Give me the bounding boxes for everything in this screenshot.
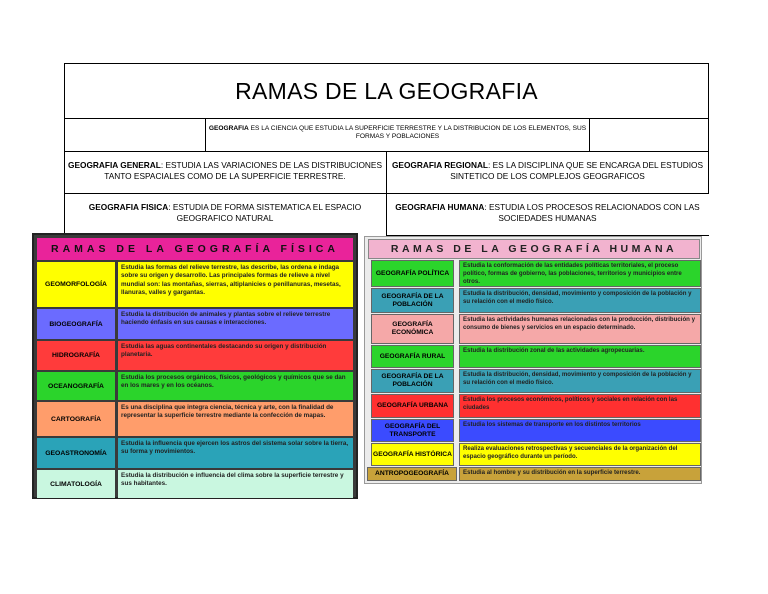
fisica-row-desc: Estudia las formas del relieve terrestre, las describe, las ordena e indaga sobre su origen y desarrollo. Las principales formas de relieve a nivel mundial son: las montañas, sierras, altiplanicies o penillanuras, mesetas, llanuras, valles y gargantas.	[118, 262, 353, 307]
humana-row	[371, 369, 701, 393]
humana-row	[371, 314, 701, 344]
humana-row-desc: Estudia los procesos económicos, políticos y sociales en relación con las ciudades	[459, 394, 701, 418]
cell-humana	[386, 202, 709, 224]
humana-row-label: GEOGRAFÍA POLÍTICA	[371, 260, 454, 287]
cell-general-text: : ESTUDIA LAS VARIACIONES DE LAS DISTRIBUCIONES TANTO ESPACIALES COMO DE LA SUPERFICIE TERRESTRE.	[104, 160, 382, 181]
cell-regional	[386, 160, 709, 182]
fisica-row-desc: Estudia la distribución e influencia del clima sobre la superficie terrestre y sus habitantes.	[118, 470, 353, 498]
humana-row-desc: Realiza evaluaciones retrospectivas y secuenciales de la organización del espacio geográfico durante un período.	[459, 443, 701, 466]
humana-row-desc: Estudia la distribución, densidad, movimiento y composición de la población y su relación con el medio físico.	[459, 369, 701, 393]
humana-row-desc: Estudia al hombre y su distribución en la superficie terrestre.	[459, 467, 701, 481]
cell-fisica	[64, 202, 386, 224]
fisica-row	[37, 341, 353, 370]
cell-general-term: GEOGRAFIA GENERAL	[68, 160, 161, 170]
humana-row-label: GEOGRAFÍA ECONÓMICA	[371, 314, 454, 344]
humana-row	[371, 394, 701, 418]
humana-row-label: GEOGRAFÍA DE LA POBLACIÓN	[371, 288, 454, 313]
definition-row	[64, 119, 709, 151]
humana-row	[371, 443, 701, 466]
cell-fisica-term: GEOGRAFIA FISICA	[88, 202, 169, 212]
fisica-row-label: GEOMORFOLOGÍA	[37, 262, 115, 307]
fisica-row	[37, 402, 353, 436]
humana-table	[364, 236, 702, 484]
fisica-table-header: RAMAS DE LA GEOGRAFÍA FÍSICA	[37, 238, 353, 260]
fisica-row	[37, 262, 353, 307]
humana-row	[371, 345, 701, 368]
humana-row	[371, 467, 701, 481]
humana-row-label: GEOGRAFÍA RURAL	[371, 345, 454, 368]
humana-row-label: GEOGRAFÍA DE LA POBLACIÓN	[371, 369, 454, 393]
fisica-row-desc: Estudia los procesos orgánicos, físicos, geológicos y químicos que se dan en los mares y en los océanos.	[118, 372, 353, 400]
definition-text	[205, 119, 590, 151]
page-title: RAMAS DE LA GEOGRAFIA	[64, 63, 709, 119]
humana-row-desc: Estudia la conformación de las entidades políticas territoriales, el proceso político, formas de gobierno, las poblaciones, territorios y municipios entre otros.	[459, 260, 701, 287]
humana-row-label: ANTROPOGEOGRAFÍA	[367, 467, 457, 481]
fisica-row-label: CARTOGRAFÍA	[37, 402, 115, 436]
cell-regional-text: : ES LA DISCIPLINA QUE SE ENCARGA DEL ESTUDIOS SINTETICO DE LOS COMPLEJOS GEOGRAFICOS	[450, 160, 704, 181]
fisica-row-desc: Estudia las aguas continentales destacando su origen y distribución planetaria.	[118, 341, 353, 370]
fisica-row	[37, 438, 353, 468]
humana-row-desc: Estudia la distribución zonal de las actividades agropecuarias.	[459, 345, 701, 368]
definition-body: ES LA CIENCIA QUE ESTUDIA LA SUPERFICIE TERRESTRE Y LA DISTRIBUCION DE LOS ELEMENTOS, SUS FORMAS Y POBLACIONES	[248, 125, 587, 140]
fisica-row	[37, 309, 353, 339]
humana-row-label: GEOGRAFÍA HISTÓRICA	[371, 443, 454, 466]
humana-row-desc: Estudia los sistemas de transporte en los distintos territorios	[459, 419, 701, 442]
fisica-row-desc: Estudia la distribución de animales y plantas sobre el relieve terrestre haciendo énfasis en sus causas e interacciones.	[118, 309, 353, 339]
fisica-row-label: BIOGEOGRAFÍA	[37, 309, 115, 339]
humana-row	[371, 419, 701, 442]
fisica-row-label: HIDROGRAFÍA	[37, 341, 115, 370]
fisica-row-label: CLIMATOLOGÍA	[37, 470, 115, 498]
humana-row-desc: Estudia las actividades humanas relacionadas con la producción, distribución y consumo de bienes y servicios en un espacio determinado.	[459, 314, 701, 344]
cell-humana-text: : ESTUDIA LOS PROCESOS RELACIONADOS CON LAS SOCIEDADES HUMANAS	[484, 202, 700, 223]
humana-row-label: GEOGRAFÍA DEL TRANSPORTE	[371, 419, 454, 442]
humana-row	[371, 260, 701, 287]
fisica-table	[32, 233, 358, 499]
fisica-row-label: OCEANOGRAFÍA	[37, 372, 115, 400]
fisica-row	[37, 470, 353, 498]
humana-row	[371, 288, 701, 313]
humana-row-desc: Estudia la distribución, densidad, movimiento y composición de la población y su relación con el medio físico.	[459, 288, 701, 313]
humana-table-header: RAMAS DE LA GEOGRAFÍA HUMANA	[368, 239, 700, 259]
fisica-row-label: GEOASTRONOMÍA	[37, 438, 115, 468]
cell-humana-term: GEOGRAFIA HUMANA	[395, 202, 485, 212]
cell-general	[64, 160, 386, 182]
definition-term: GEOGRAFIA	[208, 125, 249, 132]
branches-grid	[64, 151, 709, 235]
fisica-row-desc: Es una disciplina que integra ciencia, técnica y arte, con la finalidad de representar la superficie terrestre mediante la confección de mapas.	[118, 402, 353, 436]
fisica-row-desc: Estudia la influencia que ejercen los astros del sistema solar sobre la tierra, su forma y movimientos.	[118, 438, 353, 468]
fisica-row	[37, 372, 353, 400]
cell-regional-term: GEOGRAFIA REGIONAL	[391, 160, 488, 170]
humana-row-label: GEOGRAFÍA URBANA	[371, 394, 454, 418]
cell-fisica-text: : ESTUDIA DE FORMA SISTEMATICA EL ESPACIO GEOGRAFICO NATURAL	[168, 202, 362, 223]
